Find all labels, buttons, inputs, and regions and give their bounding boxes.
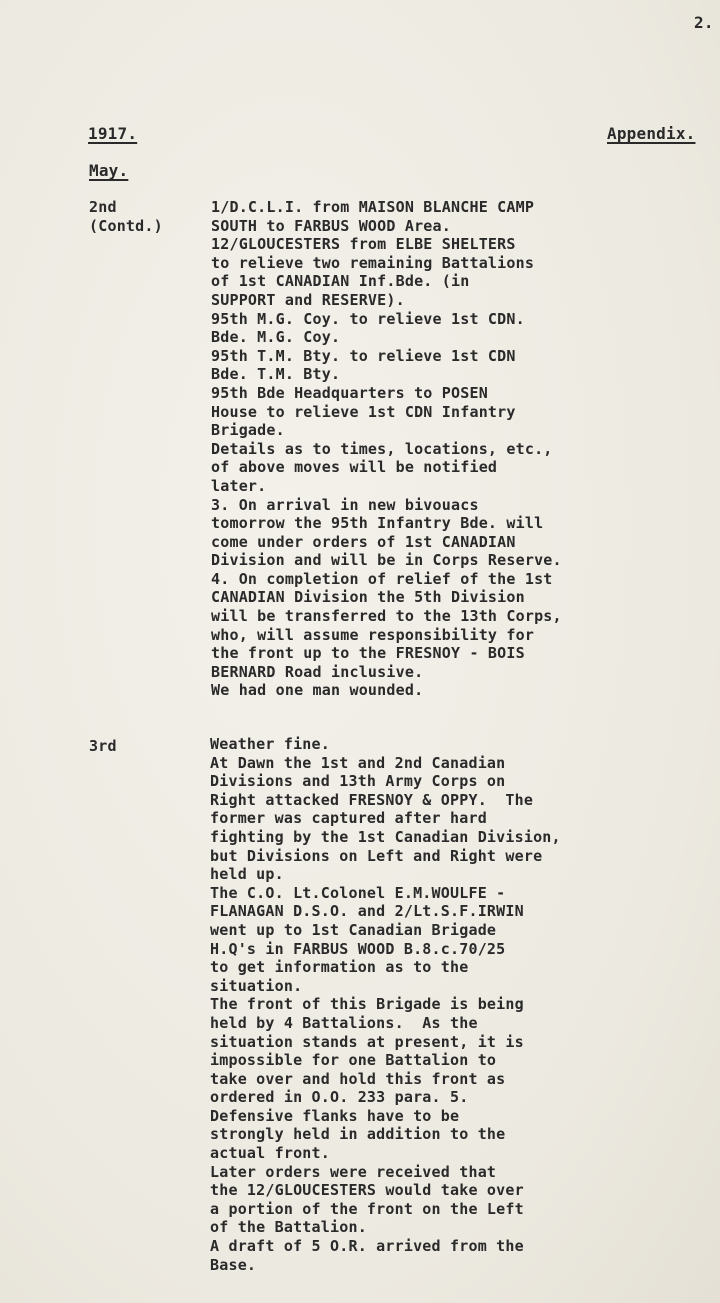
entry-line: Details as to times, locations, etc., — [211, 439, 553, 458]
entry-line: At Dawn the 1st and 2nd Canadian — [210, 753, 506, 772]
entry-line: Defensive flanks have to be — [210, 1106, 460, 1125]
entry-line: Bde. M.G. Coy. — [211, 328, 341, 347]
entry-line: Weather fine. — [210, 735, 330, 753]
entry-line: tomorrow the 95th Infantry Bde. will — [211, 514, 544, 533]
entry-line: the 12/GLOUCESTERS would take over — [210, 1181, 524, 1200]
year-heading: 1917. — [88, 124, 138, 143]
entry-line: impossible for one Battalion to — [210, 1051, 497, 1070]
entry-line: a portion of the front on the Left — [210, 1199, 524, 1218]
entry-line: situation. — [210, 976, 303, 995]
entry-line: SOUTH to FARBUS WOOD Area. — [211, 216, 451, 235]
entry-line: ordered in O.O. 233 para. 5. — [210, 1088, 469, 1107]
entry-line: 12/GLOUCESTERS from ELBE SHELTERS — [211, 235, 516, 254]
entry-line: SUPPORT and RESERVE). — [211, 290, 405, 309]
entry-line: held up. — [210, 865, 284, 884]
entry-line: come under orders of 1st CANADIAN — [211, 532, 516, 551]
entry-line: House to relieve 1st CDN Infantry — [211, 402, 516, 421]
entry-line: later. — [211, 476, 267, 495]
entry-line: to relieve two remaining Battalions — [211, 253, 535, 272]
entry-line: 1/D.C.L.I. from MAISON BLANCHE CAMP — [211, 198, 535, 216]
entry-line: will be transferred to the 13th Corps, — [211, 607, 562, 626]
entry-line: Later orders were received that — [210, 1162, 497, 1181]
entry-line: former was captured after hard — [210, 809, 487, 828]
entry-line: Right attacked FRESNOY & OPPY. The — [210, 790, 534, 809]
entry-line: situation stands at present, it is — [210, 1032, 524, 1051]
entry-text-block — [210, 735, 561, 1274]
entry-line: The C.O. Lt.Colonel E.M.WOULFE - — [210, 883, 506, 902]
entry-line: of 1st CANADIAN Inf.Bde. (in — [211, 272, 470, 291]
entry-line: strongly held in addition to the — [210, 1125, 506, 1144]
entry-line: but Divisions on Left and Right were — [210, 846, 543, 865]
entry-line: Division and will be in Corps Reserve. — [211, 551, 562, 570]
entry-line: 95th T.M. Bty. to relieve 1st CDN — [211, 346, 516, 365]
entry-line: actual front. — [210, 1144, 330, 1163]
entry-line: We had one man wounded. — [211, 681, 424, 700]
entry-line: 3. On arrival in new bivouacs — [211, 495, 479, 514]
entry-line: take over and hold this front as — [210, 1069, 506, 1088]
entry-line: 95th M.G. Coy. to relieve 1st CDN. — [211, 309, 525, 328]
entry-line: held by 4 Battalions. As the — [210, 1013, 478, 1032]
entry-line: BERNARD Road inclusive. — [211, 662, 424, 681]
appendix-heading: Appendix. — [607, 124, 696, 143]
entry-line: H.Q's in FARBUS WOOD B.8.c.70/25 — [210, 939, 506, 958]
entry-line: to get information as to the — [210, 958, 469, 977]
entry-date: 3rd — [89, 737, 117, 755]
entry-line: Brigade. — [211, 421, 285, 440]
entry-date-note: (Contd.) — [89, 217, 163, 235]
entry-line: Base. — [210, 1255, 257, 1274]
entry-line: of above moves will be notified — [211, 458, 498, 477]
entry-line: Bde. T.M. Bty. — [211, 365, 341, 384]
entry-line: went up to 1st Canadian Brigade — [210, 920, 497, 939]
entry-line: The front of this Brigade is being — [210, 995, 524, 1014]
entry-text-block — [211, 198, 562, 700]
entry-line: 4. On completion of relief of the 1st — [211, 569, 553, 588]
entry-date: 2nd — [89, 198, 117, 216]
entry-line: of the Battalion. — [210, 1218, 367, 1237]
entry-line: the front up to the FRESNOY - BOIS — [211, 644, 525, 663]
entry-line: A draft of 5 O.R. arrived from the — [210, 1237, 524, 1256]
month-heading: May. — [89, 161, 129, 180]
entry-line: 95th Bde Headquarters to POSEN — [211, 383, 488, 402]
entry-line: fighting by the 1st Canadian Division, — [210, 827, 561, 846]
entry-line: CANADIAN Division the 5th Division — [211, 588, 525, 607]
entry-line: FLANAGAN D.S.O. and 2/Lt.S.F.IRWIN — [210, 902, 524, 921]
entry-line: who, will assume responsibility for — [211, 625, 535, 644]
page-number: 2. — [694, 13, 714, 32]
entry-line: Divisions and 13th Army Corps on — [210, 772, 506, 791]
